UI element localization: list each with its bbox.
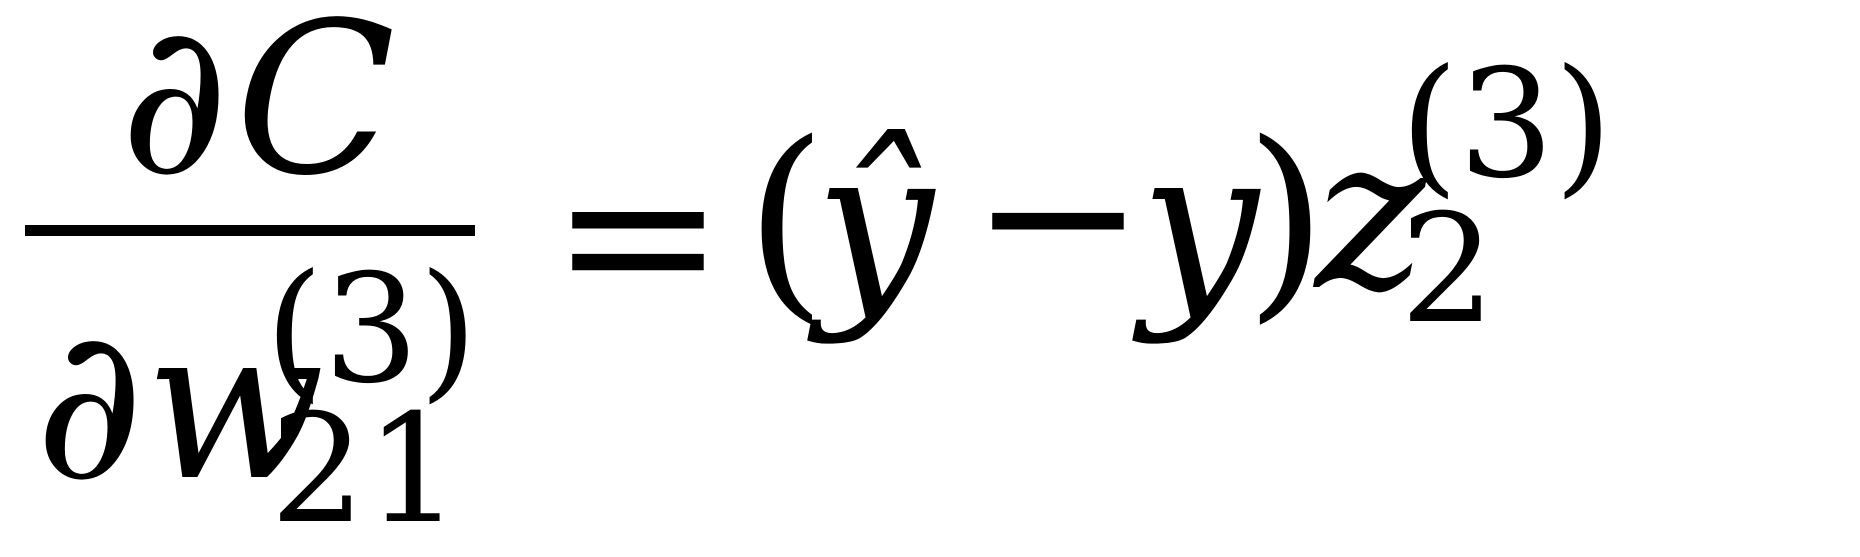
- rhs-y-hat: ŷ: [815, 102, 934, 347]
- rhs-y: y: [1140, 102, 1259, 347]
- rhs-close-paren: ): [1245, 97, 1327, 342]
- denominator-subscript: 21: [270, 383, 461, 557]
- numerator-partial: ∂: [120, 0, 229, 222]
- rhs-symbol-z: z: [1315, 92, 1426, 337]
- rhs-open-paren: (: [745, 97, 827, 342]
- denominator-symbol-w: w: [145, 282, 325, 527]
- denominator-partial: ∂: [35, 282, 144, 527]
- fraction-bar: [25, 225, 475, 236]
- rhs-subscript: 2: [1400, 183, 1496, 357]
- equals-sign: =: [550, 112, 726, 357]
- rhs-superscript: (3): [1400, 38, 1613, 212]
- numerator-symbol-c: C: [235, 0, 396, 222]
- rhs-minus: −: [970, 92, 1146, 337]
- denominator-superscript: (3): [265, 243, 478, 417]
